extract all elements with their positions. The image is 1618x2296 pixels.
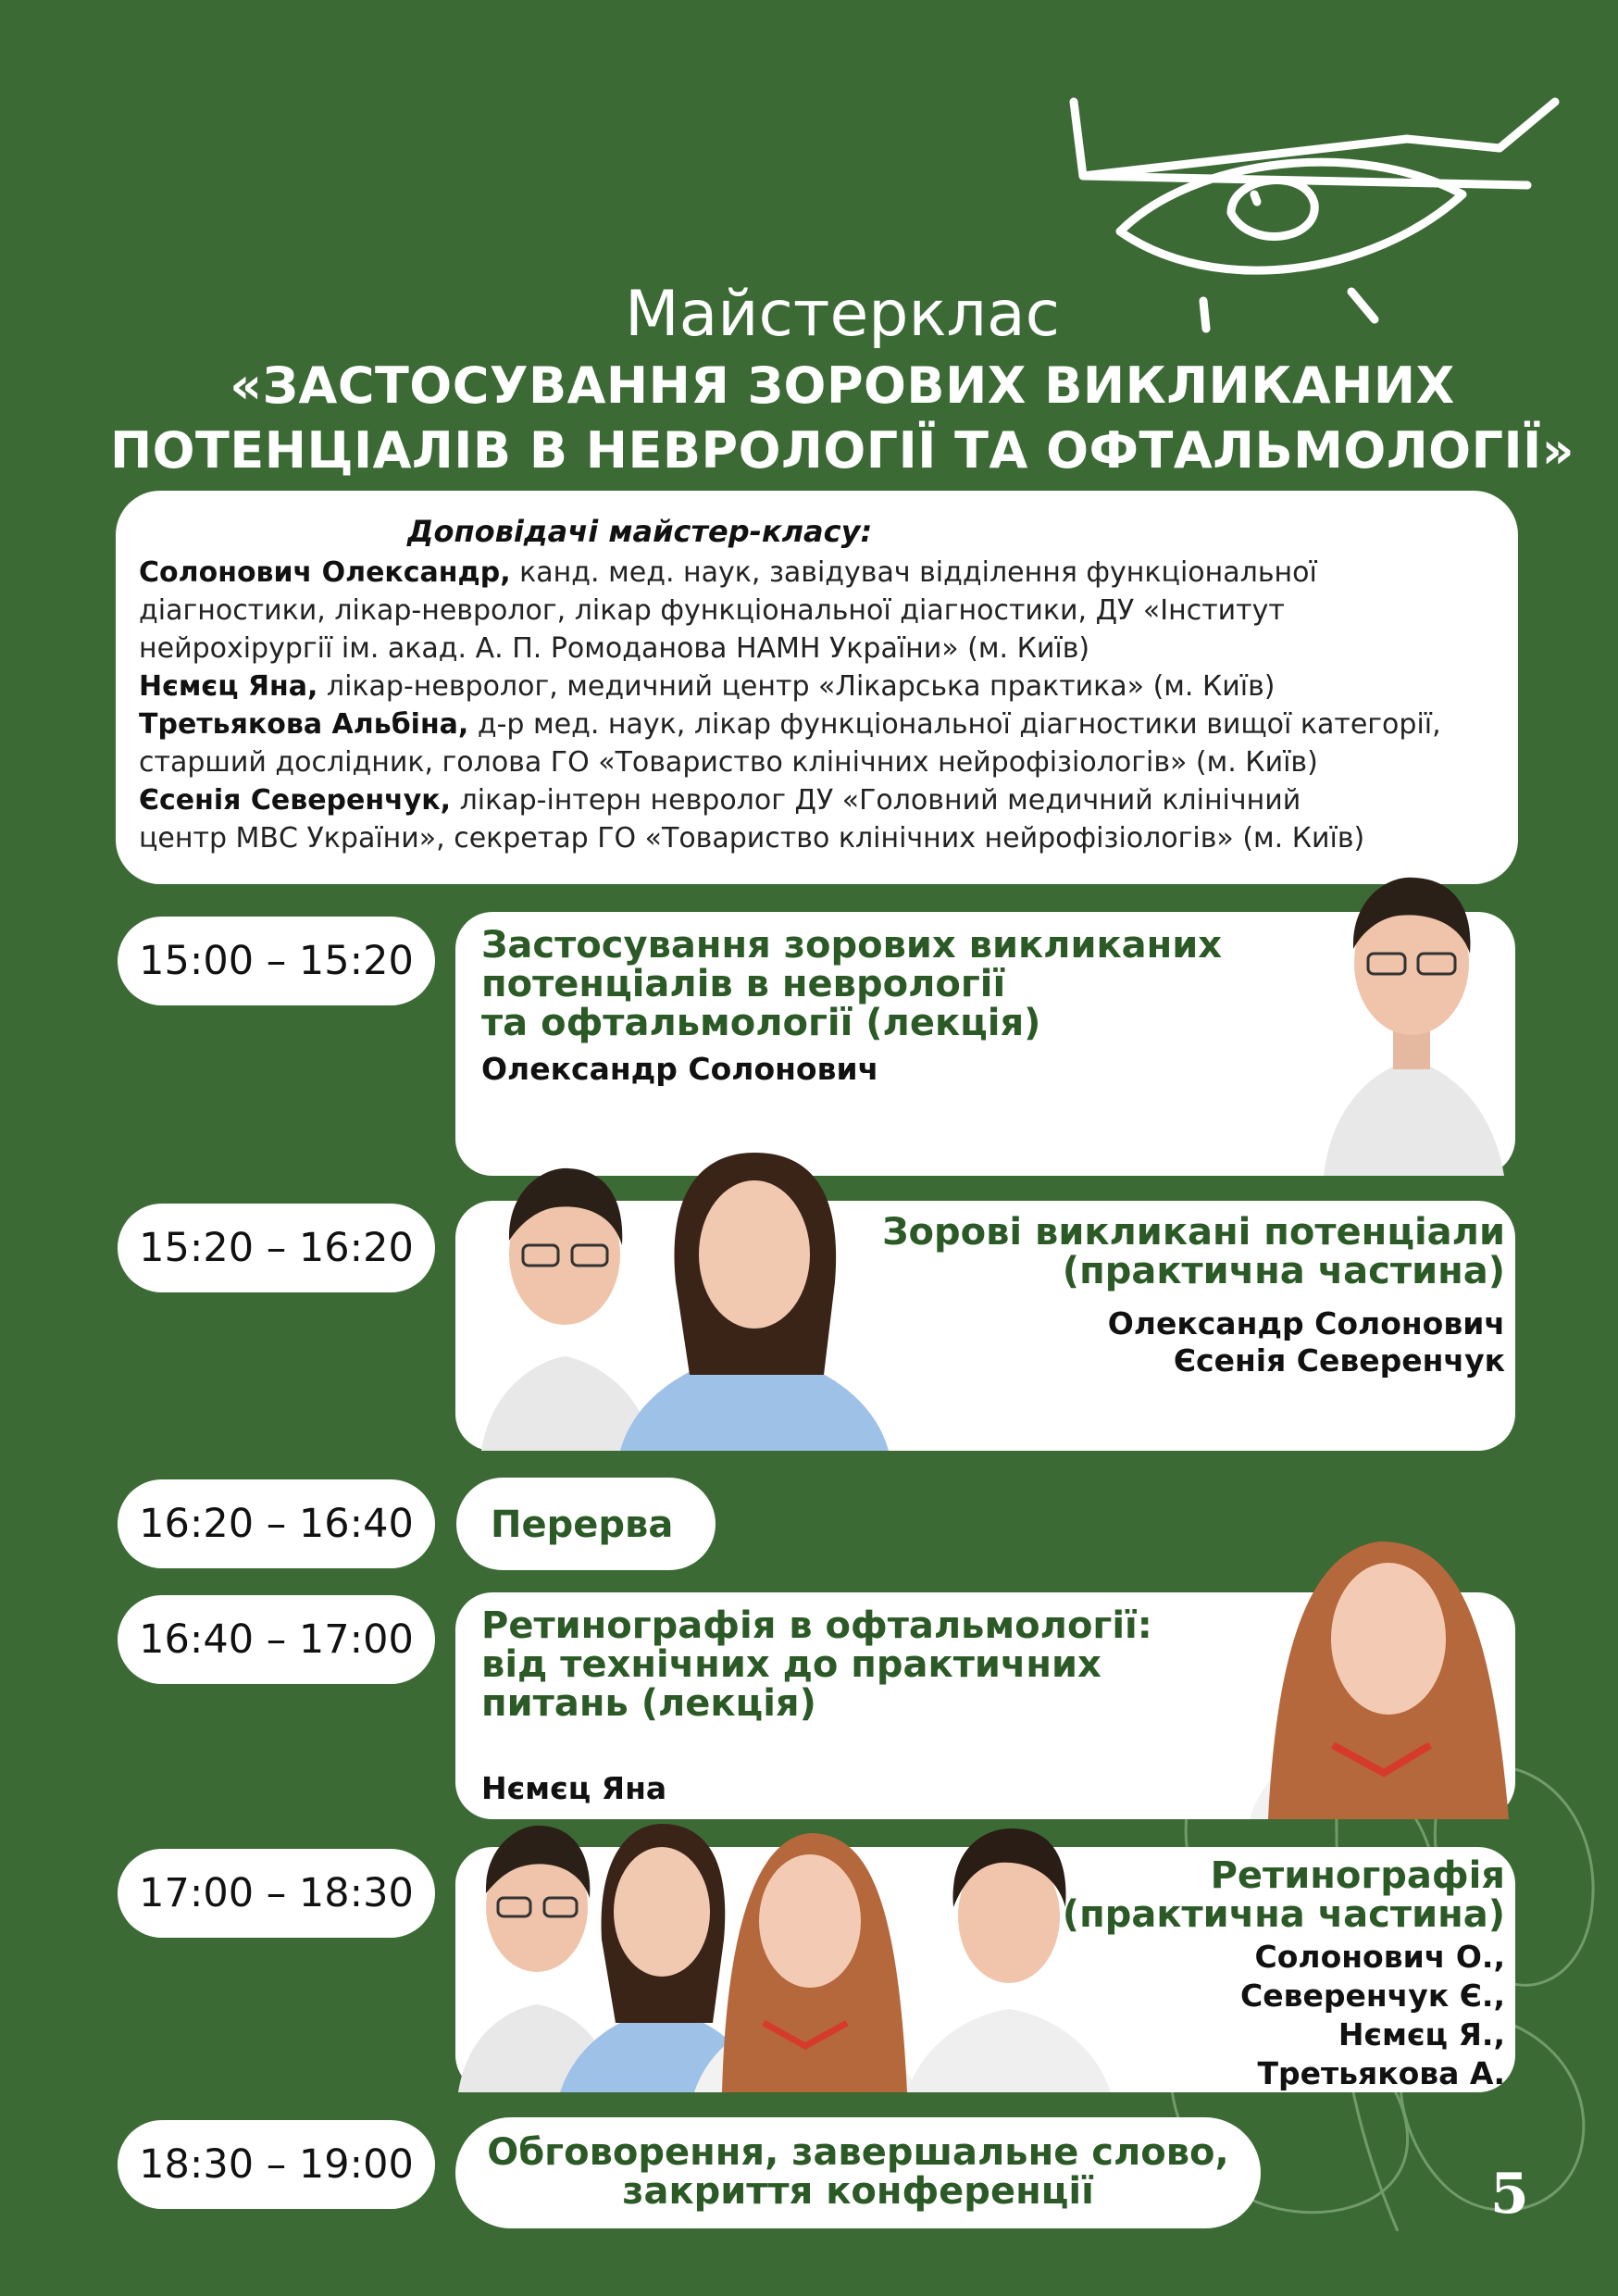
session-speaker: Нємєц Яна xyxy=(481,1770,667,1806)
speaker-line: діагностики, лікар-невролог, лікар функціональної діагностики, ДУ «Інститут xyxy=(139,594,1285,627)
page-number: 5 xyxy=(1490,2162,1529,2227)
time-slot: 15:00 – 15:20 xyxy=(118,917,435,1005)
speaker-line: центр МВС України», секретар ГО «Товариство клінічних нейрофізіологів» (м. Київ) xyxy=(139,822,1365,855)
time-slot: 16:20 – 16:40 xyxy=(118,1479,435,1568)
session-title: Застосування зорових викликаних потенціалів в неврології та офтальмології (лекція) xyxy=(481,924,1223,1044)
session-title: Ретинографія в офтальмології: від технічних до практичних питань (лекція) xyxy=(481,1604,1152,1725)
speaker-line: Третьякова Альбіна, д-р мед. наук, лікар функціональної діагностики вищої категорії, xyxy=(139,708,1441,741)
speaker-photo xyxy=(685,1801,926,2092)
speaker-photo xyxy=(1231,1495,1518,1819)
time-slot: 17:00 – 18:30 xyxy=(118,1849,435,1938)
speaker-line: нейрохірургії ім. акад. А. П. Ромоданова НАМН України» (м. Київ) xyxy=(139,632,1090,665)
speakers-heading: Доповідачі майстер-класу: xyxy=(407,514,873,549)
page-title: Майстерклас xyxy=(624,278,1061,351)
time-slot: 18:30 – 19:00 xyxy=(118,2120,435,2209)
time-slot: 15:20 – 16:20 xyxy=(118,1204,435,1292)
session-title: Обговорення, завершальне слово, закриття конференції xyxy=(487,2131,1229,2213)
subtitle-line-2: ПОТЕНЦІАЛІВ В НЕВРОЛОГІЇ ТА ОФТАЛЬМОЛОГІЇ» xyxy=(109,421,1575,480)
break-label: Перерва xyxy=(491,1504,674,1546)
speaker-photo xyxy=(902,1805,1115,2092)
session-title: Ретинографія (практична частина) xyxy=(1062,1854,1505,1936)
speaker-line: Нємєц Яна, лікар-невролог, медичний центр «Лікарська практика» (м. Київ) xyxy=(139,670,1276,703)
speaker-photo xyxy=(602,1134,907,1451)
session-speaker: Олександр Солонович xyxy=(481,1051,879,1087)
session-title: Зорові викликані потенціали (практична частина) xyxy=(882,1211,1505,1292)
speaker-line: Єсенія Северенчук, лікар-інтерн невролог ДУ «Головний медичний клінічний xyxy=(139,784,1301,817)
speaker-line: Солонович Олександр, канд. мед. наук, завідувач відділення функціональної xyxy=(139,556,1317,589)
subtitle-line-1: «ЗАСТОСУВАННЯ ЗОРОВИХ ВИКЛИКАНИХ xyxy=(230,356,1455,415)
session-speakers: Солонович О., Северенчук Є., Нємєц Я., Третьякова А. xyxy=(1239,1939,1505,2091)
speaker-photo xyxy=(1305,861,1518,1176)
time-slot: 16:40 – 17:00 xyxy=(118,1595,435,1684)
session-speakers: Олександр Солонович Єсенія Северенчук xyxy=(1107,1305,1505,1379)
speaker-line: старший дослідник, голова ГО «Товариство клінічних нейрофізіологів» (м. Київ) xyxy=(139,746,1318,779)
